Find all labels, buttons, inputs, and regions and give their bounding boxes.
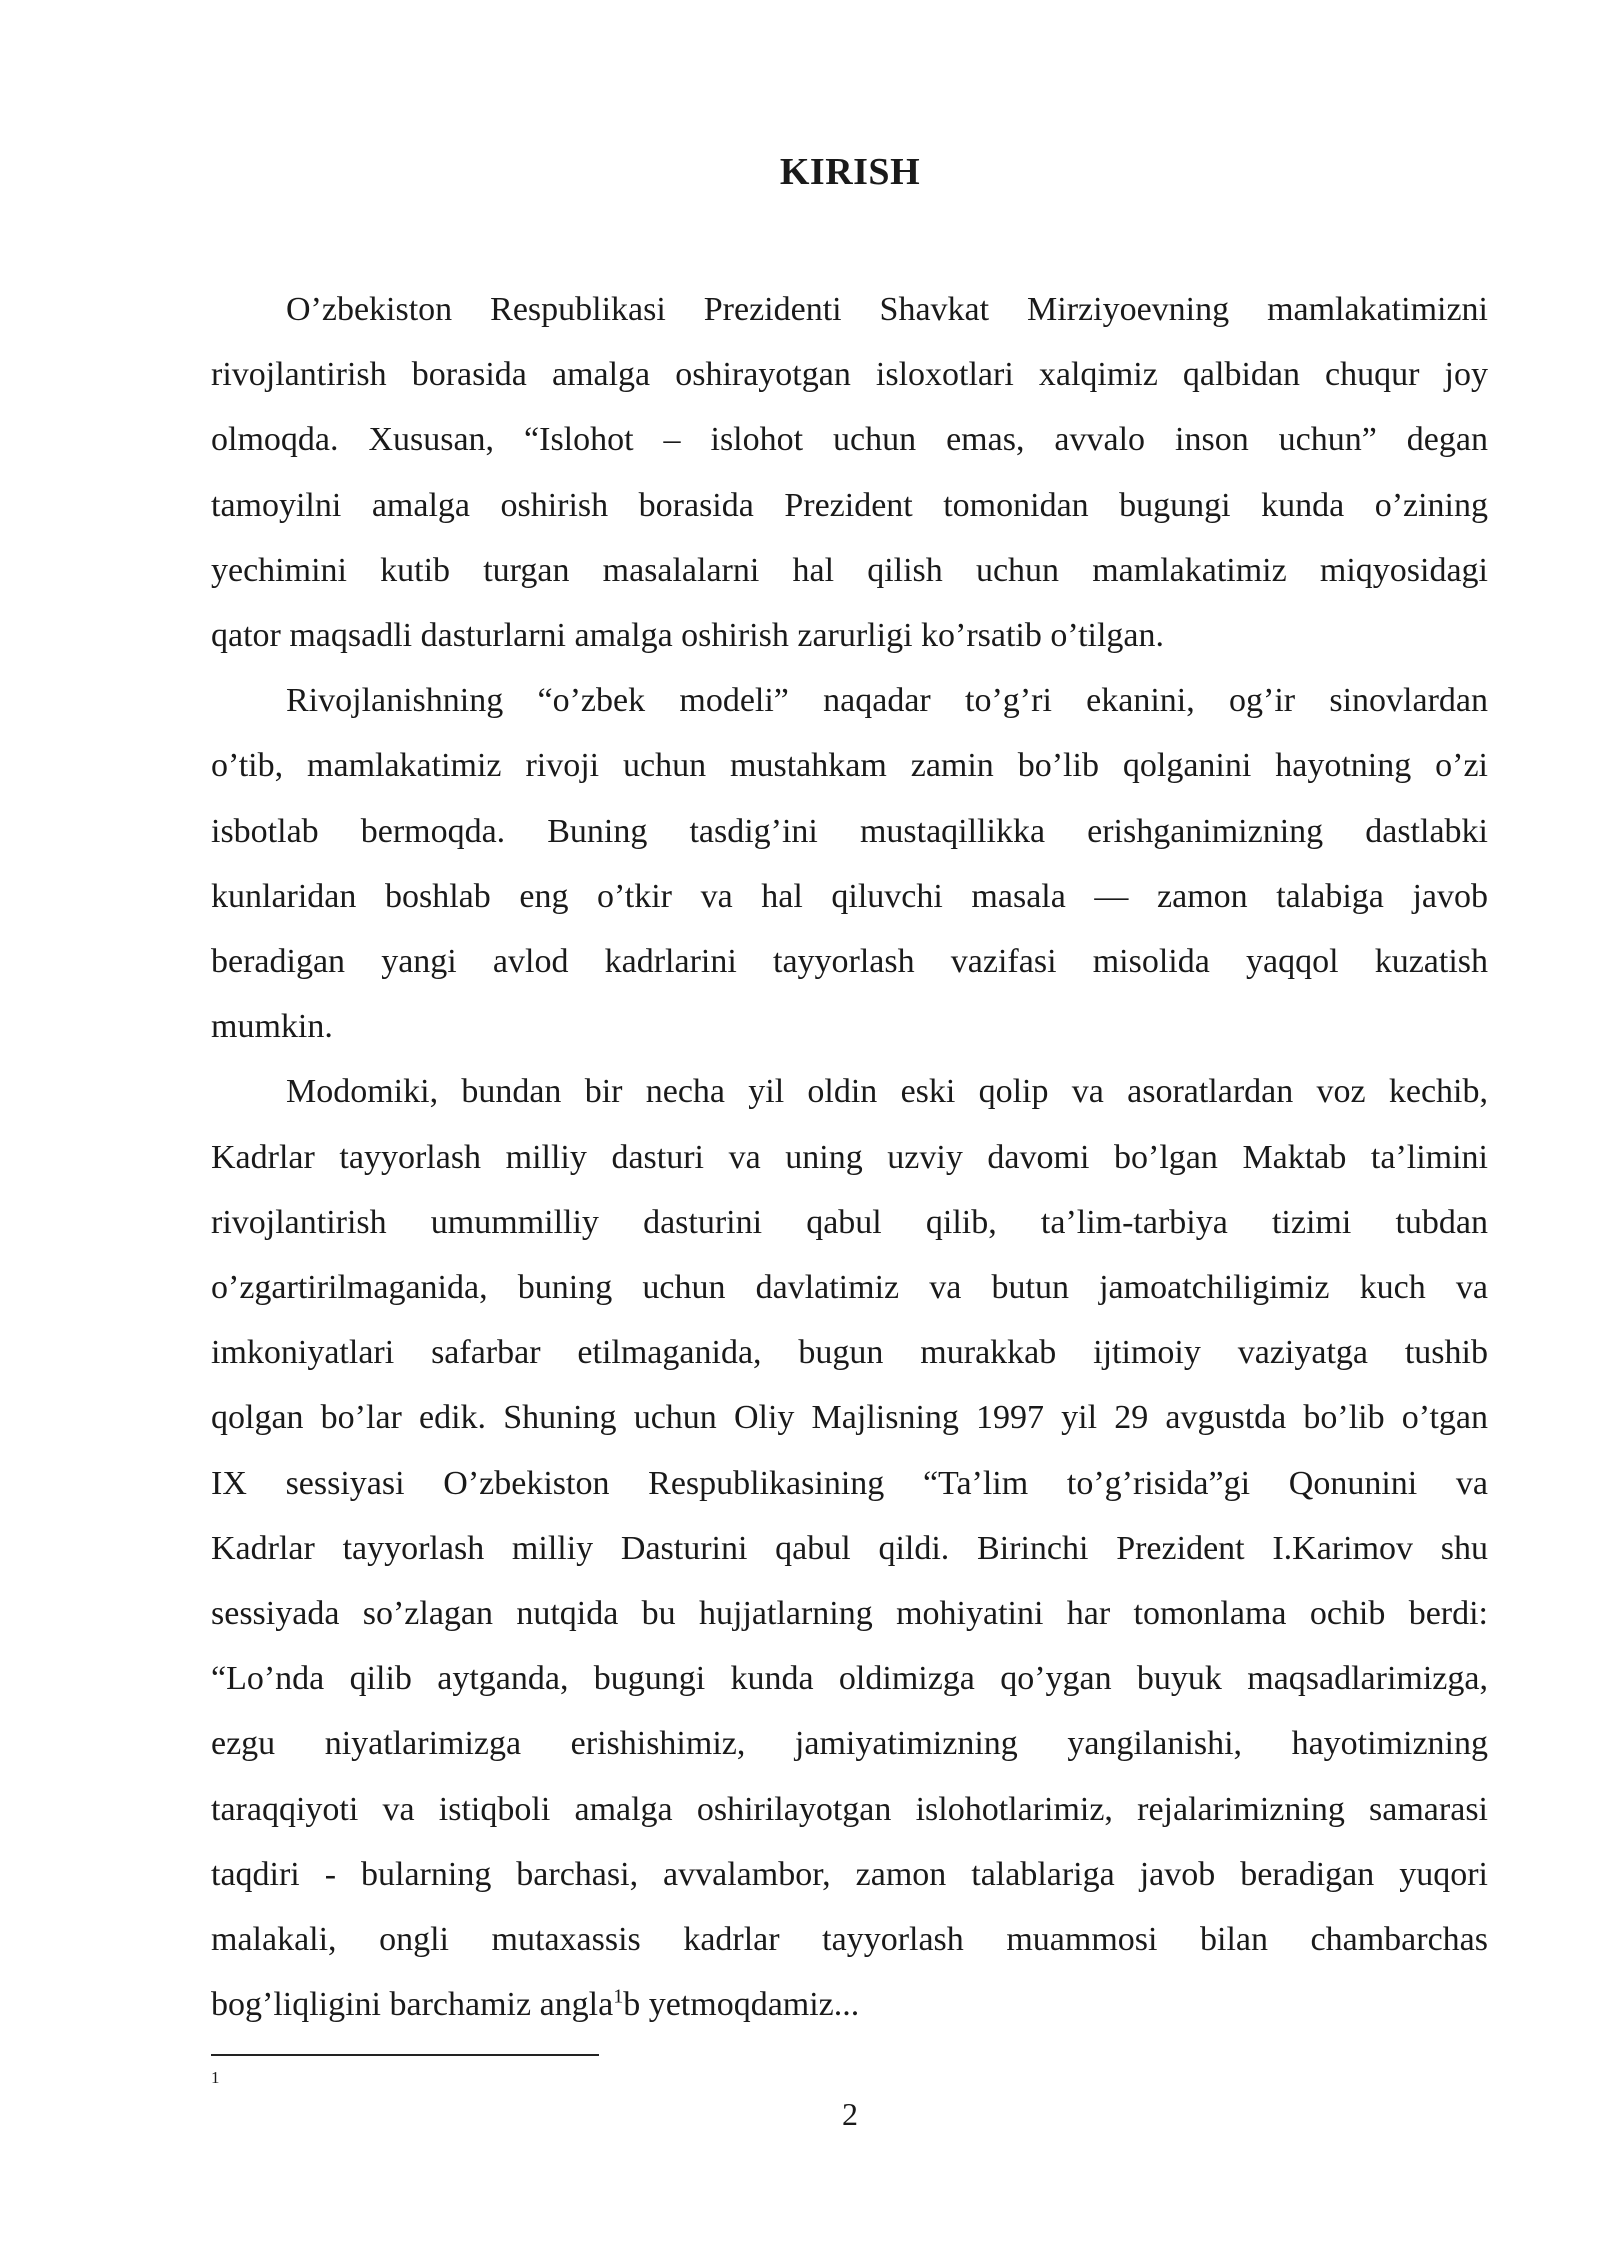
text-line: taqdiri - bularning barchasi, avvalambor, zamon talablariga javob beradigan yuqori — [211, 1855, 1488, 1893]
text-line: Modomiki, bundan bir necha yil oldin eski qolip va asoratlardan voz kechib, — [286, 1073, 1488, 1111]
text-line: beradigan yangi avlod kadrlarini tayyorlash vazifasi misolida yaqqol kuzatish — [211, 943, 1488, 981]
section-heading: KIRISH — [779, 151, 921, 193]
text-line: yechimini kutib turgan masalalarni hal qilish uchun mamlakatimiz miqyosidagi — [211, 551, 1488, 589]
text-line: Rivojlanishning “o’zbek modeli” naqadar to’g’ri ekanini, og’ir sinovlardan — [286, 682, 1488, 720]
body-text — [211, 277, 1488, 2037]
text-line: isbotlab bermoqda. Buning tasdig’ini mustaqillikka erishganimizning dastlabki — [211, 812, 1488, 850]
text-line: Kadrlar tayyorlash milliy dasturi va uning uzviy davomi bo’lgan Maktab ta’limini — [211, 1138, 1488, 1176]
text-line: rivojlantirish borasida amalga oshirayotgan isloxotlari xalqimiz qalbidan chuqur joy — [211, 356, 1488, 394]
text-line: “Lo’nda qilib aytganda, bugungi kunda oldimizga qo’ygan buyuk maqsadlarimizga, — [211, 1660, 1488, 1698]
text-line: ezgu niyatlarimizga erishishimiz, jamiyatimizning yangilanishi, hayotimizning — [211, 1725, 1488, 1763]
text-line: olmoqda. Xususan, “Islohot – islohot uchun emas, avvalo inson uchun” degan — [211, 421, 1488, 459]
text-line: Kadrlar tayyorlash milliy Dasturini qabul qildi. Birinchi Prezident I.Karimov shu — [211, 1529, 1488, 1567]
text-fragment: b yetmoqdamiz... — [623, 1986, 860, 2024]
text-line: O’zbekiston Respublikasi Prezidenti Shavkat Mirziyoevning mamlakatimizni — [286, 291, 1488, 328]
footnote-number: 1 — [211, 2068, 220, 2087]
text-line: taraqqiyoti va istiqboli amalga oshirilayotgan islohotlarimiz, rejalarimizning samarasi — [211, 1790, 1488, 1828]
text-line: rivojlantirish umummilliy dasturini qabul qilib, ta’lim-tarbiya tizimi tubdan — [211, 1203, 1488, 1241]
text-line: qolgan bo’lar edik. Shuning uchun Oliy Majlisning 1997 yil 29 avgustda bo’lib o’tgan — [211, 1399, 1488, 1437]
text-fragment: bog’liqligini barchamiz angla — [211, 1986, 614, 2024]
text-line — [211, 1972, 1488, 2037]
text-line: sessiyada so’zlagan nutqida bu hujjatlarning mohiyatini har tomonlama ochib berdi: — [211, 1595, 1488, 1633]
text-line: mumkin. — [211, 1008, 333, 1046]
text-line: o’tib, mamlakatimiz rivoji uchun mustahkam zamin bo’lib qolganini hayotning o’zi — [211, 747, 1488, 785]
page-number: 2 — [842, 2096, 858, 2132]
footnote-marker: 1 — [613, 1985, 624, 2008]
footnote-separator — [211, 2054, 599, 2056]
text-line: kunlaridan boshlab eng o’tkir va hal qiluvchi masala — zamon talabiga javob — [211, 877, 1488, 915]
text-line: o’zgartirilmaganida, buning uchun davlatimiz va butun jamoatchiligimiz kuch va — [211, 1269, 1488, 1307]
text-line: imkoniyatlari safarbar etilmaganida, bugun murakkab ijtimoiy vaziyatga tushib — [211, 1334, 1488, 1372]
text-line: malakali, ongli mutaxassis kadrlar tayyorlash muammosi bilan chambarchas — [211, 1921, 1488, 1959]
text-line: tamoyilni amalga oshirish borasida Prezident tomonidan bugungi kunda o’zining — [211, 486, 1488, 524]
text-line: IX sessiyasi O’zbekiston Respublikasining “Ta’lim to’g’risida”gi Qonunini va — [211, 1464, 1488, 1502]
text-line: qator maqsadli dasturlarni amalga oshirish zarurligi ko’rsatib o’tilgan. — [211, 617, 1165, 655]
